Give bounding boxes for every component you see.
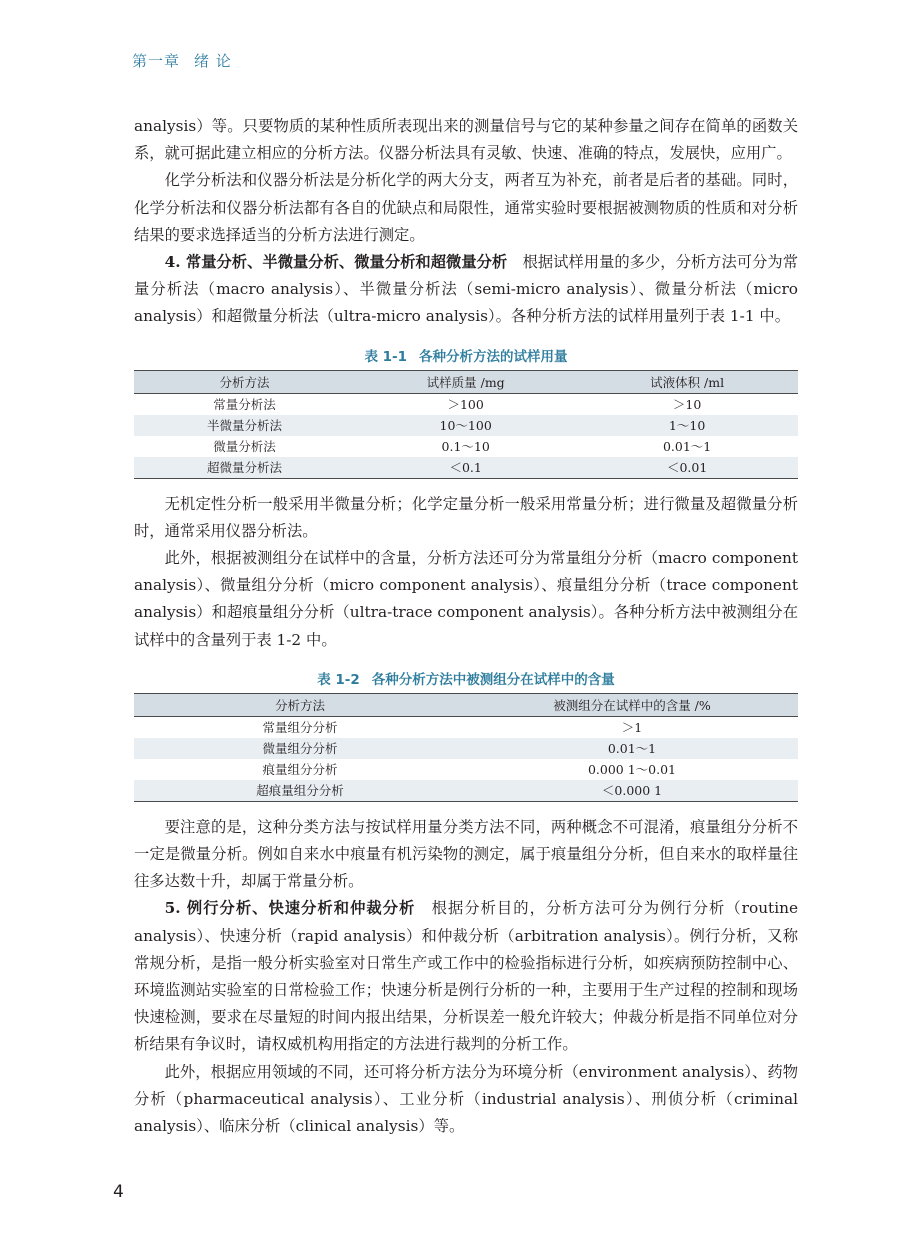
table-cell: 微量分析法 <box>213 439 276 455</box>
table-cell: 常量分析法 <box>213 397 276 413</box>
table-2-title: 各种分析方法中被测组分在试样中的含量 <box>371 671 615 688</box>
section-5-text: 根据分析目的，分析方法可分为例行分析（routine analysis）、快速分析（rapid analysis）和仲裁分析（arbitration analysis）。例行分析，又称常规分析，是指一般分析实验室对日常生产或工作中的检验指标进行分析，如疾病预防控制中心、环境监测站实验室的日常检验工作；快速分析是例行分析的一种，主要用于生产过程的控制和现场快速检测，要求在尽量短的时间内报出结果，分析误差一般允许较大；仲裁分析是指不同单位对分析结果有争议时，请权威机构用指定的方法进行裁判的分析工作。 <box>134 899 798 1054</box>
page-number: 4 <box>113 1182 124 1202</box>
table-cell: ＜0.01 <box>576 457 798 479</box>
table-row <box>134 436 798 457</box>
table-row <box>134 759 798 780</box>
table-1-header-cell: 试样质量 /mg <box>355 370 576 393</box>
paragraph-4: 无机定性分析一般采用半微量分析；化学定量分析一般采用常量分析；进行微量及超微量分析时，通常采用仪器分析法。 <box>134 494 798 540</box>
table-cell: 半微量分析法 <box>134 415 355 436</box>
table-1-header-cell: 分析方法 <box>134 370 355 393</box>
paragraph-3 <box>134 249 798 331</box>
table-cell: 超微量分析法 <box>134 457 355 479</box>
page-body <box>134 113 798 1140</box>
table-1-header-row <box>134 370 798 393</box>
table-cell: 1～10 <box>576 415 798 436</box>
table-1-header-cell: 试液体积 /ml <box>576 370 798 393</box>
paragraph-1: analysis）等。只要物质的某种性质所表现出来的测量信号与它的某种参量之间存在简单的函数关系，就可据此建立相应的分析方法。仪器分析法具有灵敏、快速、准确的特点，发展快，应用广。 <box>134 117 798 163</box>
table-cell: 0.01～1 <box>466 738 798 759</box>
table-2-number: 表 1-2 <box>317 671 360 688</box>
section-4-text: 根据试样用量的多少，分析方法可分为常量分析法（macro analysis）、半微量分析法（semi-micro analysis）、微量分析法（micro analysis）和超微量分析法（ultra-micro analysis）。各种分析方法的试样用量列于表 1-1 中。 <box>134 253 798 326</box>
table-1-caption <box>134 345 798 365</box>
table-cell: 常量组分分析 <box>262 720 338 736</box>
table-row <box>134 457 798 479</box>
table-row <box>134 716 798 738</box>
paragraph-5: 此外，根据被测组分在试样中的含量，分析方法还可分为常量组分分析（macro component analysis）、微量组分分析（micro component analysis）、痕量组分分析（trace component analysis）和超痕量组分分析（ultra-trace component analysis）。各种分析方法中被测组分在试样中的含量列于表 1-2 中。 <box>134 549 798 649</box>
table-cell: 0.1～10 <box>441 439 490 455</box>
section-4-heading: 4. 常量分析、半微量分析、微量分析和超微量分析 <box>164 253 508 272</box>
paragraph-2: 化学分析法和仪器分析法是分析化学的两大分支，两者互为补充，前者是后者的基础。同时，化学分析法和仪器分析法都有各自的优缺点和局限性，通常实验时要根据被测物质的性质和对分析结果的要求选择适当的分析方法进行测定。 <box>134 171 798 244</box>
chapter-title: 绪 论 <box>194 52 232 70</box>
table-cell: 超痕量组分分析 <box>134 780 466 802</box>
paragraph-8: 此外，根据应用领域的不同，还可将分析方法分为环境分析（environment analysis）、药物分析（pharmaceutical analysis）、工业分析（industrial analysis）、刑侦分析（criminal analysis）、临床分析（clinical analysis）等。 <box>134 1062 798 1136</box>
chapter-label: 第一章 <box>132 52 181 70</box>
table-1 <box>134 370 798 479</box>
table-2-header-cell: 被测组分在试样中的含量 /% <box>466 693 798 716</box>
running-header <box>132 50 232 71</box>
table-cell: 微量组分分析 <box>134 738 466 759</box>
table-cell: 0.01～1 <box>662 439 712 455</box>
table-cell: ＞1 <box>621 720 643 736</box>
table-cell: 痕量组分分析 <box>262 762 338 778</box>
table-cell: ＞100 <box>447 397 484 413</box>
table-cell: ＜0.1 <box>355 457 576 479</box>
table-cell: ＜0.000 1 <box>466 780 798 802</box>
table-cell: 10～100 <box>355 415 576 436</box>
table-cell: ＞10 <box>672 397 702 413</box>
table-2-header-cell: 分析方法 <box>134 693 466 716</box>
table-2-header-row <box>134 693 798 716</box>
table-row <box>134 780 798 802</box>
table-row <box>134 738 798 759</box>
paragraph-7 <box>134 895 798 1058</box>
table-row <box>134 415 798 436</box>
table-2-caption <box>134 668 798 688</box>
table-1-number: 表 1-1 <box>364 348 408 365</box>
table-2 <box>134 693 798 802</box>
section-5-heading: 5. 例行分析、快速分析和仲裁分析 <box>164 899 416 918</box>
table-1-title: 各种分析方法的试样用量 <box>419 348 568 365</box>
table-row <box>134 393 798 415</box>
table-cell: 0.000 1～0.01 <box>587 762 677 778</box>
paragraph-6: 要注意的是，这种分类方法与按试样用量分类方法不同，两种概念不可混淆，痕量组分分析不一定是微量分析。例如自来水中痕量有机污染物的测定，属于痕量组分分析，但自来水的取样量往往多达数十升，却属于常量分析。 <box>134 817 798 891</box>
